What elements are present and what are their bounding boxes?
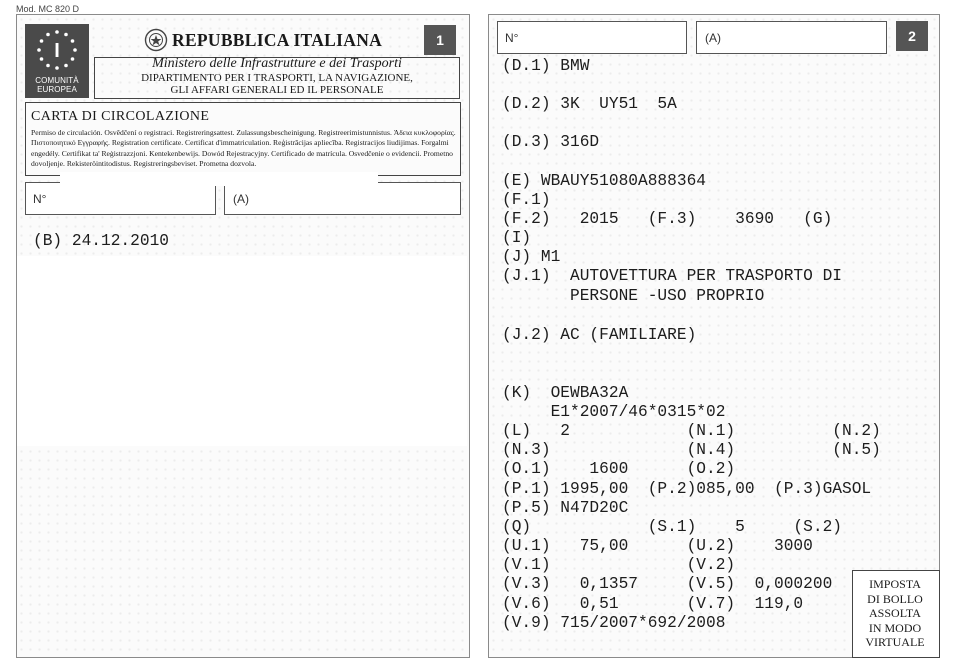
stamp-duty-line: VIRTUALE xyxy=(865,635,925,649)
line-f2: (F.2) 2015 (F.3) 3690 (G) xyxy=(502,210,833,228)
registration-number-label-2: N° xyxy=(505,31,519,45)
line-p5: (P.5) N47D20C xyxy=(502,499,629,517)
department-line2: GLI AFFARI GENERALI ED IL PERSONALE xyxy=(170,84,384,96)
line-d1: (D.1) BMW xyxy=(502,57,590,75)
line-j: (J) M1 xyxy=(502,248,561,266)
redaction-strip xyxy=(60,172,378,186)
republic-title: REPUBBLICA ITALIANA xyxy=(172,30,383,50)
eu-emblem xyxy=(25,24,89,98)
eu-label-line2: EUROPEA xyxy=(37,85,77,94)
line-d3: (D.3) 316D xyxy=(502,133,600,151)
field-a-2 xyxy=(696,21,887,54)
stamp-duty-line: ASSOLTA xyxy=(869,606,921,620)
republic-emblem-icon xyxy=(144,28,168,52)
stamp-duty-line: IMPOSTA xyxy=(869,577,921,591)
card-title: CARTA DI CIRCOLAZIONE xyxy=(31,109,210,124)
line-k-approval: E1*2007/46*0315*02 xyxy=(502,403,726,421)
field-a-label: (A) xyxy=(233,192,249,206)
line-j1: (J.1) AUTOVETTURA PER TRASPORTO DI xyxy=(502,267,842,285)
line-j2: (J.2) AC (FAMILIARE) xyxy=(502,326,697,344)
line-o1: (O.1) 1600 (O.2) xyxy=(502,460,736,478)
line-u1: (U.1) 75,00 (U.2) 3000 xyxy=(502,537,813,555)
line-v1: (V.1) (V.2) xyxy=(502,556,736,574)
stamp-duty-line: IN MODO xyxy=(868,620,922,635)
department-line1: DIPARTIMENTO PER I TRASPORTI, LA NAVIGAZIONE, xyxy=(141,72,413,84)
registration-number-field-2 xyxy=(497,21,687,54)
line-v6: (V.6) 0,51 (V.7) 119,0 xyxy=(502,595,804,613)
registration-number-label: N° xyxy=(33,192,47,206)
line-d2: (D.2) 3K UY51 5A xyxy=(502,95,677,113)
line-v9: (V.9) 715/2007*692/2008 xyxy=(502,614,726,632)
line-j1-cont: PERSONE -USO PROPRIO xyxy=(502,287,765,305)
page-number-badge: 1 xyxy=(424,25,456,55)
line-n3: (N.3) (N.4) (N.5) xyxy=(502,441,881,459)
blank-area xyxy=(17,256,467,446)
field-a-label-2: (A) xyxy=(705,31,721,45)
eu-stars-icon xyxy=(29,26,85,76)
stamp-duty-line: DI BOLLO xyxy=(867,591,923,606)
line-f1: (F.1) xyxy=(502,191,551,209)
stamp-duty-text xyxy=(852,577,938,650)
line-q: (Q) (S.1) 5 (S.2) xyxy=(502,518,842,536)
line-e: (E) WBAUY51080A888364 xyxy=(502,172,706,190)
ministry-name: Ministero delle Infrastrutture e dei Trasporti xyxy=(152,56,402,71)
eu-label-line1: COMUNITÀ xyxy=(35,76,79,85)
line-p1: (P.1) 1995,00 (P.2)085,00 (P.3)GASOL xyxy=(502,480,872,498)
card-translations: Permiso de circulación. Osvědčení o registraci. Registreringsattest. Zulassungsbescheinigung. Registreerimistunnistus. Άδεια κυκλοφορίας. Πιστοποιητικό Εγγραφής. Registration certificate. Certificat d'immatriculation. Reģistrācijas apliecība. Registracijos liudijimas. Forgalmi engedély. Certifikat ta' Reġistrazzjoni. Kentekenbewijs. Dowód Rejestracyjny. Certificado de matrícula. Osvedčenie o evidencii. Prometno dovoljenje. Rekisteröintitodistus. Registreringsbeviset. Prometna dozvola. xyxy=(31,128,456,169)
line-k: (K) OEWBA32A xyxy=(502,384,629,402)
line-v3: (V.3) 0,1357 (V.5) 0,000200 xyxy=(502,575,833,593)
registration-number-field xyxy=(25,182,216,215)
form-code: Mod. MC 820 D xyxy=(16,4,80,14)
svg-text:I: I xyxy=(54,40,60,62)
line-l: (L) 2 (N.1) (N.2) xyxy=(502,422,881,440)
field-a xyxy=(224,182,461,215)
line-i: (I) xyxy=(502,229,532,247)
page-number-badge-2: 2 xyxy=(896,21,928,51)
first-registration-date: (B) 24.12.2010 xyxy=(33,232,169,250)
